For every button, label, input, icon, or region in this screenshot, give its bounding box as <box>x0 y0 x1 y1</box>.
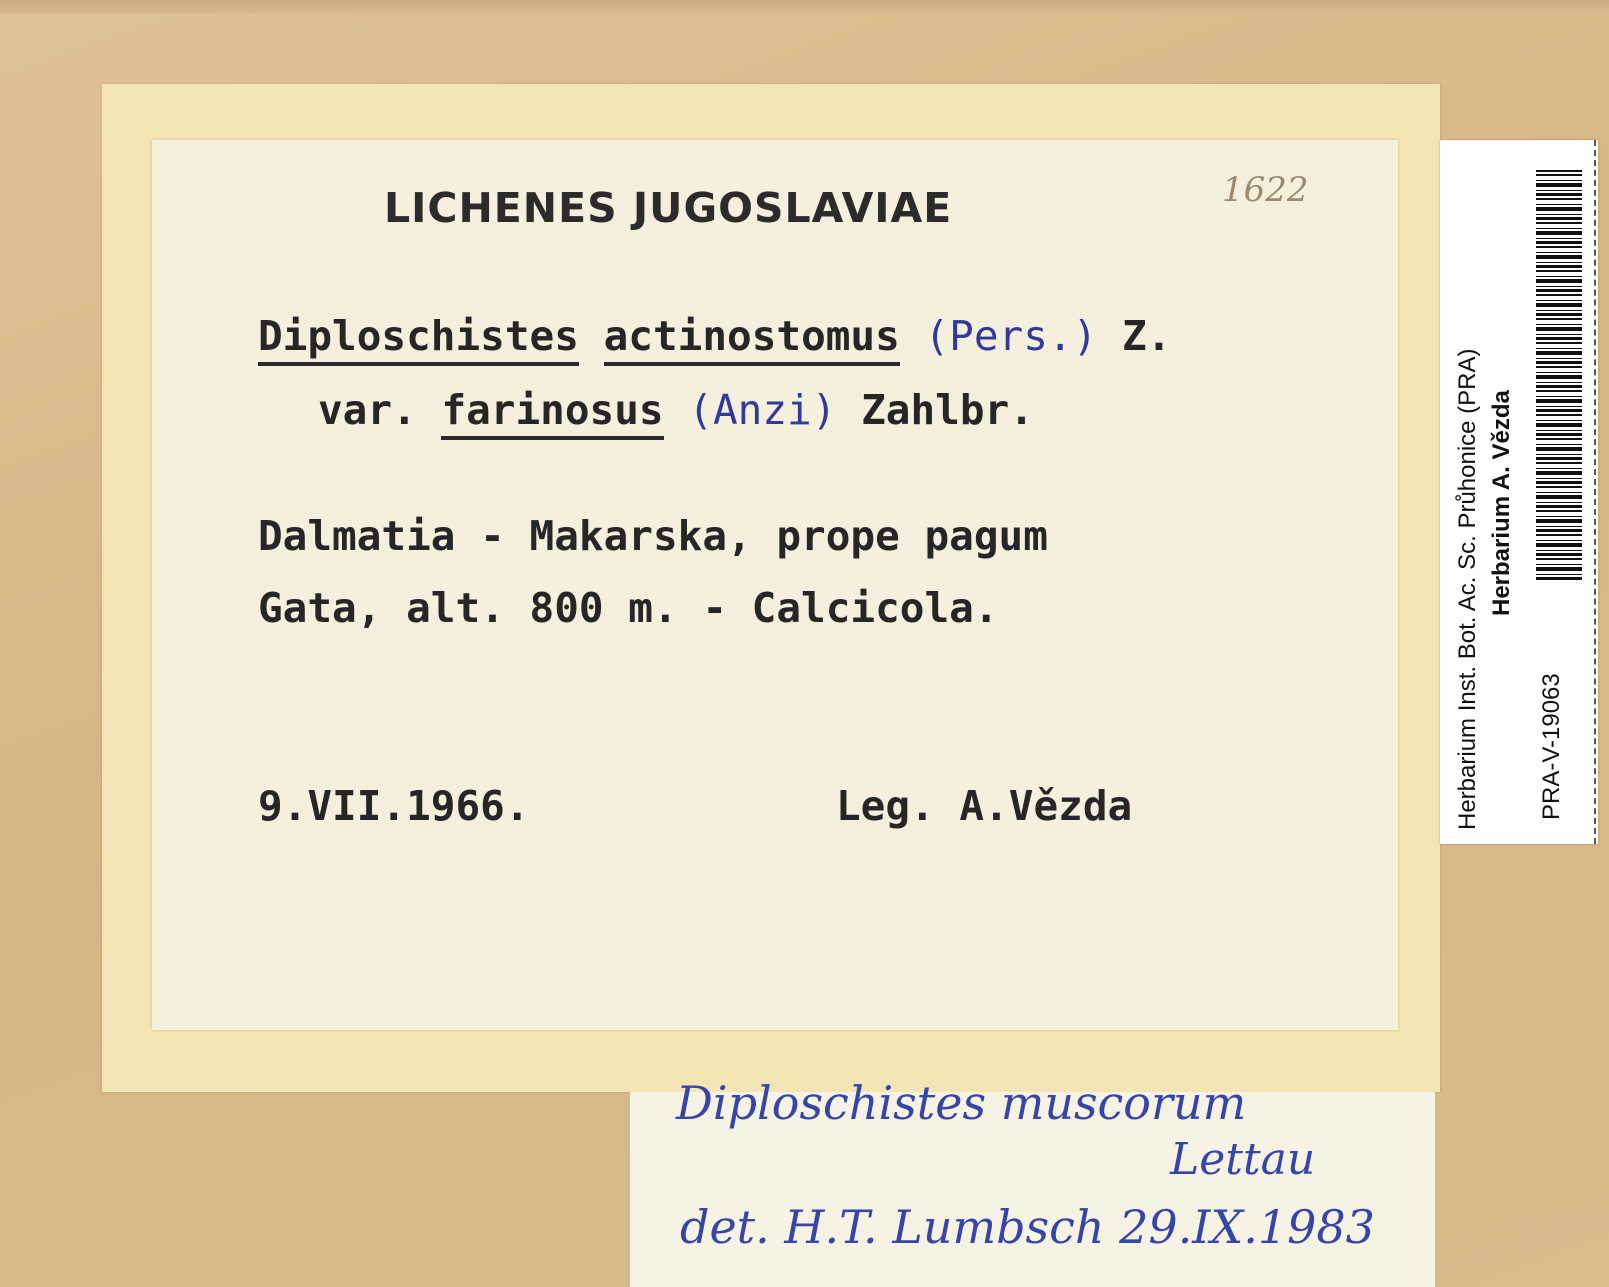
taxon-line <box>258 312 1171 360</box>
species-name: actinostomus <box>604 312 900 366</box>
species-author: Z. <box>1121 312 1172 360</box>
variety-prefix: var. <box>318 386 417 434</box>
species-author-paren: (Pers.) <box>924 312 1098 360</box>
catalog-number: 1622 <box>1222 170 1309 210</box>
locality-line-2: Gata, alt. 800 m. - Calcicola. <box>258 584 999 632</box>
determination-slip <box>630 1076 1435 1287</box>
determination-by: det. H.T. Lumbsch 29.IX.1983 <box>680 1200 1375 1254</box>
variety-author-paren: (Anzi) <box>688 386 837 434</box>
collection-date: 9.VII.1966. <box>258 782 530 830</box>
variety-name: farinosus <box>441 386 663 440</box>
determination-author: Lettau <box>1170 1134 1316 1185</box>
perforation-line <box>1594 140 1596 844</box>
barcode <box>1536 170 1582 580</box>
institution-text: Herbarium Inst. Bot. Ac. Sc. Průhonice (PRA) <box>1454 348 1481 830</box>
specimen-label <box>152 140 1398 1030</box>
variety-line <box>318 386 1034 434</box>
sheet-top-edge <box>0 0 1609 14</box>
locality-line-1: Dalmatia - Makarska, prope pagum <box>258 512 1048 560</box>
label-header: LICHENES JUGOSLAVIAE <box>384 184 953 232</box>
determination-name: Diploschistes muscorum <box>676 1076 1247 1130</box>
variety-author: Zahlbr. <box>861 386 1034 434</box>
collection-text: Herbarium A. Vězda <box>1488 390 1515 616</box>
genus-name: Diploschistes <box>258 312 579 366</box>
collector: Leg. A.Vězda <box>836 782 1133 830</box>
barcode-id: PRA-V-19063 <box>1538 673 1565 820</box>
barcode-tag <box>1440 140 1598 844</box>
